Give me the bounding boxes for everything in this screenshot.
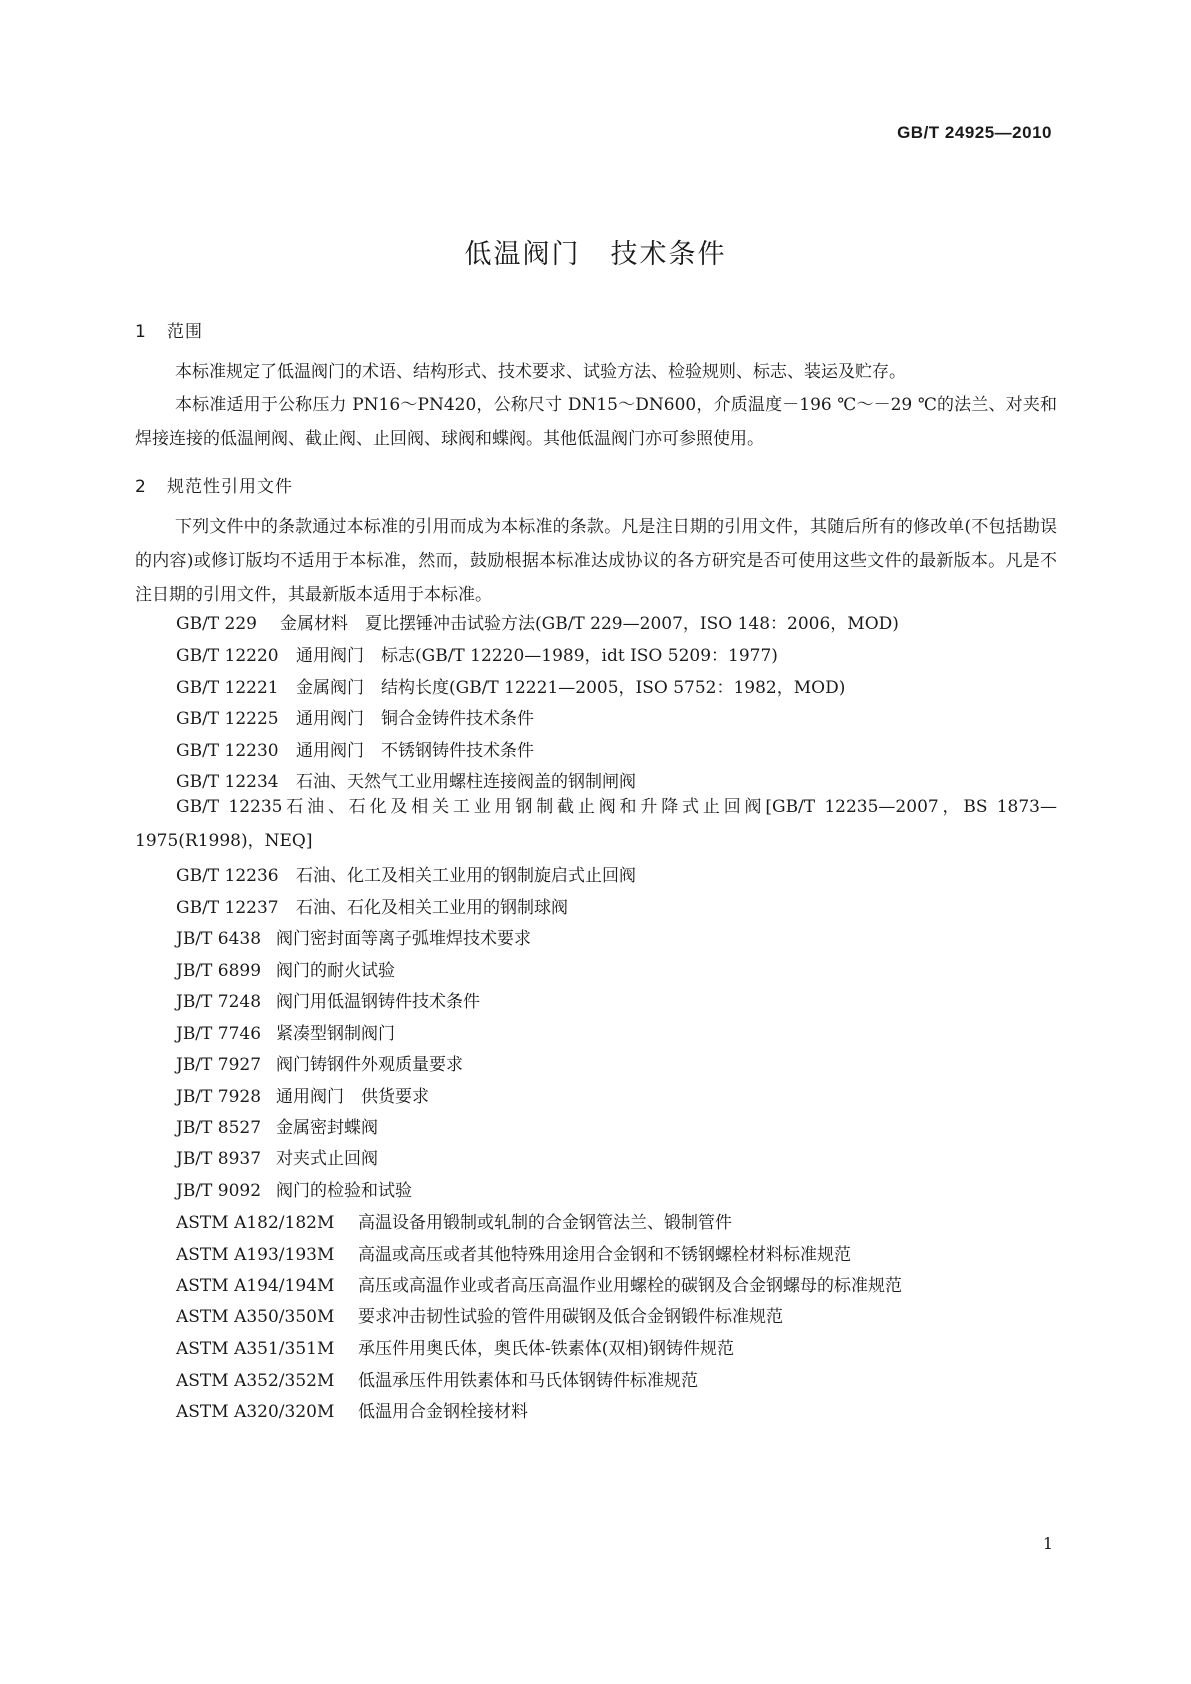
reference-item [176,767,636,792]
reference-title: 高温设备用锻制或轧制的合金钢管法兰、锻制管件 [358,1213,732,1233]
reference-code: JB/T 6899 [176,961,262,981]
reference-code: JB/T 7248 [176,992,262,1012]
reference-title: 低温用合金钢栓接材料 [358,1402,528,1422]
reference-title: 对夹式止回阀 [276,1149,378,1169]
reference-title: 低温承压件用铁素体和马氏体钢铸件标准规范 [358,1371,698,1391]
reference-item [176,1176,412,1201]
reference-item [176,704,534,729]
reference-item [135,790,1057,858]
reference-item [176,956,395,981]
reference-title: 阀门铸钢件外观质量要求 [276,1055,463,1075]
reference-code: JB/T 7746 [176,1024,262,1044]
section-title: 范围 [167,322,203,342]
reference-item [176,1113,378,1138]
reference-title: 通用阀门 铜合金铸件技术条件 [296,709,534,729]
reference-title: 阀门的检验和试验 [276,1181,412,1201]
reference-item [176,1271,902,1296]
reference-code: ASTM A350/350M [176,1307,335,1327]
reference-code: JB/T 9092 [176,1181,262,1201]
reference-title: 通用阀门 供货要求 [276,1087,429,1107]
reference-title: 石油、化工及相关工业用的钢制旋启式止回阀 [296,866,636,886]
reference-code: JB/T 7927 [176,1055,262,1075]
reference-code: ASTM A352/352M [176,1371,335,1391]
reference-item [176,893,568,918]
reference-item [176,1050,463,1075]
reference-title: 金属阀门 结构长度(GB/T 12221—2005，ISO 5752：1982，MOD) [296,678,846,698]
document-title [0,232,1191,271]
reference-code: JB/T 7928 [176,1087,262,1107]
reference-code: JB/T 8527 [176,1118,262,1138]
reference-title: 金属材料 夏比摆锤冲击试验方法(GB/T 229—2007，ISO 148：2006，MOD) [280,614,899,634]
reference-title: 阀门的耐火试验 [276,961,395,981]
reference-item [176,924,531,949]
reference-code: GB/T 12230 [176,741,279,761]
reference-code: ASTM A193/193M [176,1245,335,1265]
reference-code: GB/T 12225 [176,709,279,729]
reference-item [176,1397,528,1422]
reference-title: 石油、天然气工业用螺柱连接阀盖的钢制闸阀 [296,772,636,792]
reference-code: JB/T 8937 [176,1149,262,1169]
reference-code: GB/T 12236 [176,866,279,886]
reference-title: 承压件用奥氏体，奥氏体-铁素体(双相)钢铸件规范 [358,1339,735,1359]
reference-item [176,673,845,698]
reference-item [176,861,636,886]
reference-item [176,1240,851,1265]
reference-code: GB/T 12237 [176,898,279,918]
standard-code: GB/T 24925—2010 [897,123,1052,142]
reference-title: 要求冲击韧性试验的管件用碳钢及低合金钢锻件标准规范 [358,1307,783,1327]
reference-item [176,1366,698,1391]
reference-code: GB/T 12235 [176,797,283,817]
reference-title: 高压或高温作业或者高压高温作业用螺栓的碳钢及合金钢螺母的标准规范 [358,1276,902,1296]
reference-code: ASTM A194/194M [176,1276,335,1296]
reference-item [176,641,778,666]
reference-code: GB/T 12234 [176,772,279,792]
section-number: 1 [135,322,147,342]
scope-paragraph-2: 本标准适用于公称压力 PN16～PN420，公称尺寸 DN15～DN600，介质温度－196 ℃～－29 ℃的法兰、对夹和焊接连接的低温闸阀、截止阀、止回阀、球阀和蝶阀。其他低温阀门亦可参照使用。 [135,395,1057,449]
title-part-2: 技术条件 [610,239,727,270]
reference-code: ASTM A351/351M [176,1339,335,1359]
reference-title: 紧凑型钢制阀门 [276,1024,395,1044]
reference-item [176,1082,429,1107]
scope-paragraph-1: 本标准规定了低温阀门的术语、结构形式、技术要求、试验方法、检验规则、标志、装运及贮存。 [175,362,906,382]
reference-title: 通用阀门 标志(GB/T 12220—1989，idt ISO 5209：1977) [296,646,778,666]
section-1-heading [135,317,203,342]
references-intro: 下列文件中的条款通过本标准的引用而成为本标准的条款。凡是注日期的引用文件，其随后所有的修改单(不包括勘误的内容)或修订版均不适用于本标准，然而，鼓励根据本标准达成协议的各方研究是否可使用这些文件的最新版本。凡是不注日期的引用文件，其最新版本适用于本标准。 [135,517,1057,605]
reference-code: ASTM A320/320M [176,1402,335,1422]
reference-item [176,609,899,634]
reference-item [176,1208,732,1233]
section-number: 2 [135,477,147,497]
reference-title: 阀门密封面等离子弧堆焊技术要求 [276,929,531,949]
reference-code: GB/T 12221 [176,678,279,698]
reference-code: ASTM A182/182M [176,1213,335,1233]
section-2-heading [135,472,293,497]
reference-code: GB/T 229 [176,614,257,634]
reference-item [176,1302,783,1327]
reference-code: JB/T 6438 [176,929,262,949]
reference-item [176,1019,395,1044]
page-number: 1 [1042,1534,1053,1553]
reference-title: 高温或高压或者其他特殊用途用合金钢和不锈钢螺栓材料标准规范 [358,1245,851,1265]
reference-item [176,736,534,761]
reference-item [176,1144,378,1169]
reference-item [176,1334,734,1359]
reference-title: 石油、石化及相关工业用的钢制球阀 [296,898,568,918]
title-part-1: 低温阀门 [464,239,581,270]
section-title: 规范性引用文件 [167,477,293,497]
reference-item [176,987,480,1012]
reference-title: 金属密封蝶阀 [276,1118,378,1138]
reference-code: GB/T 12220 [176,646,279,666]
reference-title: 阀门用低温钢铸件技术条件 [276,992,480,1012]
reference-title: 通用阀门 不锈钢铸件技术条件 [296,741,534,761]
reference-title: 石油、石化及相关工业用钢制截止阀和升降式止回阀[GB/T 12235—2007，BS 1873—1975(R1998)，NEQ] [135,797,1057,851]
